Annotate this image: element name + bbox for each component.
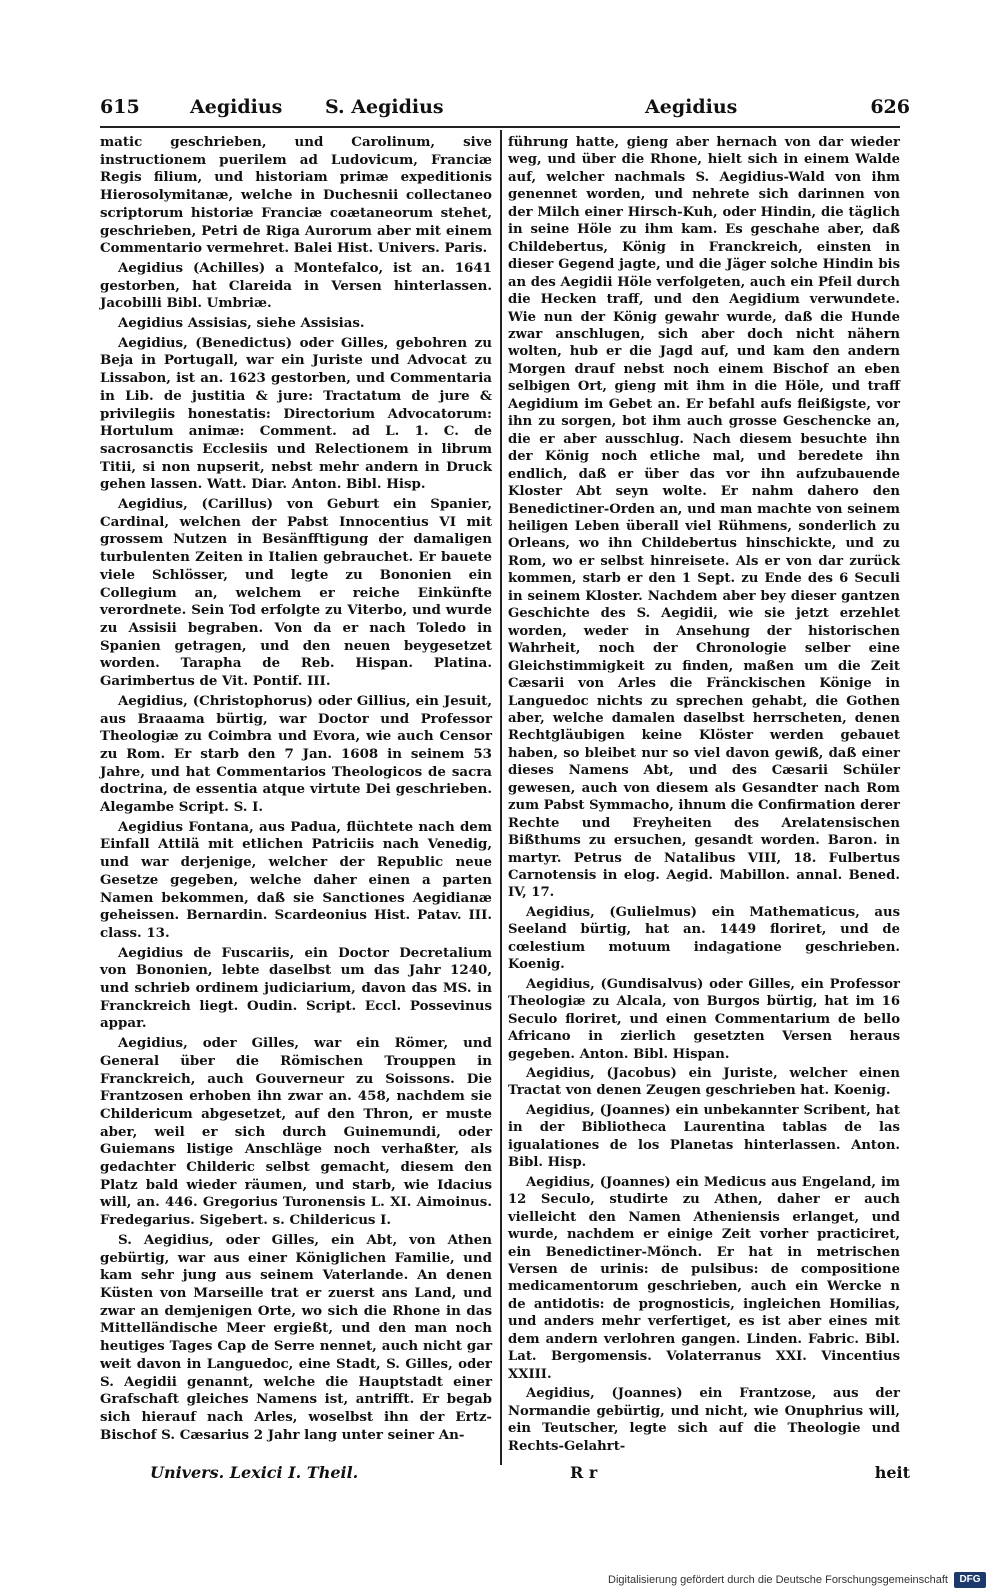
entry-paragraph: Aegidius, (Joannes) ein Medicus aus Engeland, im 12 Seculo, studirte zu Athen, daher er auch vielleicht den Namen Atheniensis erlanget, und wurde, nachdem er einige Zeit vorher practiciret, ein Benedictiner-Mönch. Er hat in metrischen Versen de urinis: de pulsibus: de compositione medicamentorum geschrieben, auch ein Wercke n de antidotis: de prognosticis, ingleichen Homilias, und anders mehr verfertiget, es ist aber eines mit dem andern verlohren gangen. Linden. Fabric. Bibl. Lat. Bergomensis. Volaterranus XXI. Vincentius XXIII.: [508, 1174, 900, 1382]
signature-line: Univers. Lexici I. Theil.: [150, 1463, 359, 1482]
right-column: [508, 134, 900, 1457]
entry-paragraph: Aegidius, (Joannes) ein Frantzose, aus der Normandie gebürtig, und nicht, wie Onuphrius will, ein Teutscher, legte sich auf die Theologie und Rechts-Gelahrt-: [508, 1386, 900, 1454]
entry-paragraph: führung hatte, gieng aber hernach von dar wieder weg, und über die Rhone, hielt sich in einem Walde auf, welcher nachmals S. Aegidius-Wald von ihm genennet worden, und nehrete sich darinnen von der Milch einer Hirsch-Kuh, oder Hindin, die täglich in seine Höle zu ihm kam. Es geschahe aber, daß Childebertus, König in Franckreich, einsten in dieser Gegend jagte, und die Jäger solche Hindin bis an des Aegidii Höle verfolgeten, auch ein Pfeil durch die Hecken traff, und den Aegidium verwundete. Wie nun der König gewahr wurde, daß die Hunde zwar anschlugen, sich aber doch nicht nähern wolten, hub er die Jagd auf, und kam den andern Morgen drauf nebst noch einem Bischof an eben selbigen Ort, gieng mit ihm in die Höle, und traff Aegidium im Gebet an. Er befahl aufs fleißigste, vor ihn zu sorgen, bot ihm auch grosse Geschencke an, die er aber ausschlug. Nach diesem besuchte ihn der König noch etliche mal, und beredete ihn endlich, daß er über das vor ihn aufzubauende Kloster Abt seyn wolte. Er nahm dahero den Benedictiner-Orden an, und man machte von seinem heiligen Leben überall viel Rühmens, sonderlich zu Orleans, wo ihn Childebertus hinschickte, und zu Rom, wo er selbst hinreisete. Als er von dar zurück kommen, starb er den 1 Sept. zu Ende des 6 Seculi in seinem Kloster. Nachdem aber bey dieser gantzen Geschichte des S. Aegidii, wie sie jetzt erzehlet worden, weder in Ansehung der historischen Wahrheit, noch der Chronologie selber eine Gleichstimmigkeit zu finden, maßen um die Zeit Cæsarii von Arles die Fränckischen Könige in Languedoc nichts zu sprechen gehabt, die Gothen aber, welche damalen daselbst herrscheten, denen Rechtgläubigen keine Klöster werden gebauet haben, so bleibet nur so viel davon gewiß, daß einer dieses Namens Abt, und des Cæsarii Schüler gewesen, auch von diesem als Gesandter nach Rom zum Pabst Symmacho, ihnum die Confirmation derer Rechte und Freyheiten des Arelatensischen Bißthums zu ersuchen, gesandt worden. Baron. in martyr. Petrus de Natalibus VIII, 18. Fulbertus Carnotensis in elog. Aegid. Mabillon. annal. Bened. IV, 17.: [508, 135, 900, 901]
running-head-left-1: Aegidius: [190, 96, 283, 118]
entry-paragraph: Aegidius Fontana, aus Padua, flüchtete nach dem Einfall Attilä mit etlichen Patriciis nach Venedig, und war derjenige, welcher der Republic neue Gesetze gegeben, welche daher einen a parten Namen bekommen, daß sie Sanctiones Aegidianæ geheissen. Bernardin. Scardeonius Hist. Patav. III. class. 13.: [100, 818, 492, 941]
entry-paragraph: Aegidius, oder Gilles, war ein Römer, und General über die Römischen Trouppen in Franckreich, auch Gouverneur zu Soissons. Die Frantzosen erhoben ihn zwar an. 458, nachdem sie Childericum abgesetzet, auf den Thron, er muste aber, weil er sich durch Guinemundi, oder Guiemans listige Anschläge noch verhaßter, als gedachter Childeric selbst gemacht, diesem den Platz bald wieder räumen, und starb, wie Idacius will, an. 446. Gregorius Turonensis L. XI. Aimoinus. Fredegarius. Sigebert. s. Childericus I.: [100, 1035, 492, 1229]
dfg-logo-icon: DFG: [954, 1572, 986, 1588]
running-header: [100, 96, 910, 122]
entry-paragraph: Aegidius, (Jacobus) ein Juriste, welcher einen Tractat von denen Zeugen geschrieben hat. Koenig.: [508, 1066, 900, 1099]
header-rule: [100, 126, 900, 128]
entry-paragraph: matic geschrieben, und Carolinum, sive instructionem puerilem ad Ludovicum, Franciæ Regis filium, und historiam primæ expeditionis Hierosolymitanæ, welche in Duchesnii collectaneo scriptorum historiæ Franciæ coætaneorum stehet, geschrieben, Petri de Riga Aurorum aber mit einem Commentario vermehret. Balei Hist. Univers. Paris.: [100, 134, 492, 257]
entry-paragraph: Aegidius, (Joannes) ein unbekannter Scribent, hat in der Bibliotheca Laurentina tablas de las igualationes de los Planetas hinterlassen. Anton. Bibl. Hisp.: [508, 1102, 900, 1171]
left-column: [100, 134, 492, 1446]
page-footer: [100, 1463, 910, 1487]
entry-paragraph: Aegidius de Fuscariis, ein Doctor Decretalium von Bononien, lebte daselbst um das Jahr 1240, und schrieb ordinem judiciarium, davon das MS. in Franckreich liegt. Oudin. Script. Eccl. Possevinus appar.: [100, 944, 492, 1032]
signature-mark: R r: [570, 1463, 598, 1482]
running-head-right: Aegidius: [645, 96, 738, 118]
page-number-left: 615: [100, 96, 140, 118]
page-number-right: 626: [870, 96, 910, 118]
entry-paragraph: Aegidius, (Gundisalvus) oder Gilles, ein Professor Theologiæ zu Alcala, von Burgos bürtig, hat im 16 Seculo floriret, und einen Commentarium de bello Africano in zierlich gesetzten Versen heraus gegeben. Anton. Bibl. Hispan.: [508, 976, 900, 1062]
entry-paragraph: Aegidius (Achilles) a Montefalco, ist an. 1641 gestorben, hat Clareida in Versen hinterlassen. Jacobilli Bibl. Umbriæ.: [100, 259, 492, 312]
digitization-credit: [608, 1570, 986, 1590]
entry-paragraph: Aegidius, (Gulielmus) ein Mathematicus, aus Seeland bürtig, hat an. 1449 floriret, und de cœlestium motuum indagatione geschrieben. Koenig.: [508, 904, 900, 973]
running-head-left-2: S. Aegidius: [325, 96, 444, 118]
entry-paragraph: Aegidius, (Christophorus) oder Gillius, ein Jesuit, aus Braaama bürtig, war Doctor und Professor Theologiæ zu Coimbra und Evora, wie auch Censor zu Rom. Er starb den 7 Jan. 1608 in seinem 53 Jahre, und hat Commentarios Theologicos de sacra doctrina, de essentia atque virtute Dei geschrieben. Alegambe Script. S. I.: [100, 692, 492, 816]
entry-paragraph: Aegidius Assisias, siehe Assisias.: [118, 315, 365, 332]
catchword: heit: [874, 1463, 910, 1482]
entry-paragraph: S. Aegidius, oder Gilles, ein Abt, von Athen gebürtig, war aus einer Königlichen Familie, und kam sehr jung aus seinem Vaterlande. An denen Küsten von Marseille trat er zuerst ans Land, und zwar an demjenigen Orte, wo sich die Rhone in das Mittelländische Meer ergießt, und den man noch heutiges Tages Cap de Serre nennet, auch nicht gar weit davon in Languedoc, eine Stadt, S. Gilles, oder S. Aegidii genannt, welche die Hauptstadt einer Grafschaft gleiches Namens ist, antrifft. Er begab sich hierauf nach Arles, woselbst ihn der Ertz-Bischof S. Cæsarius 2 Jahr lang unter seiner An-: [100, 1231, 492, 1443]
column-divider: [500, 130, 502, 1465]
credit-text: Digitalisierung gefördert durch die Deutsche Forschungsgemeinschaft: [608, 1574, 948, 1586]
entry-paragraph: Aegidius, (Carillus) von Geburt ein Spanier, Cardinal, welchen der Pabst Innocentius VI mit grossem Nutzen in Besänfftigung der damaligen turbulenten Zeiten in Italien gebrauchet. Er bauete viele Schlösser, und legte zu Bononien ein Collegium an, welchem er reiche Einkünfte verordnete. Sein Tod erfolgte zu Viterbo, und wurde zu Assisii begraben. Von da er nach Toledo in Spanien getragen, und den neuen beygesetzet worden. Tarapha de Reb. Hispan. Platina. Garimbertus de Vit. Pontif. III.: [100, 496, 492, 690]
entry-paragraph: Aegidius, (Benedictus) oder Gilles, gebohren zu Beja in Portugall, war ein Juriste und Advocat zu Lissabon, ist an. 1623 gestorben, und Commentaria in Lib. de justitia & jure: Tractatum de jure & privilegiis honestatis: Directorium Advocatorum: Hortulum animæ: Comment. ad L. 1. C. de sacrosanctis Ecclesiis und Relectionem in librum Titii, si non nupserit, nebst mehr andern in Druck gehen lassen. Watt. Diar. Anton. Bibl. Hisp.: [100, 334, 492, 493]
